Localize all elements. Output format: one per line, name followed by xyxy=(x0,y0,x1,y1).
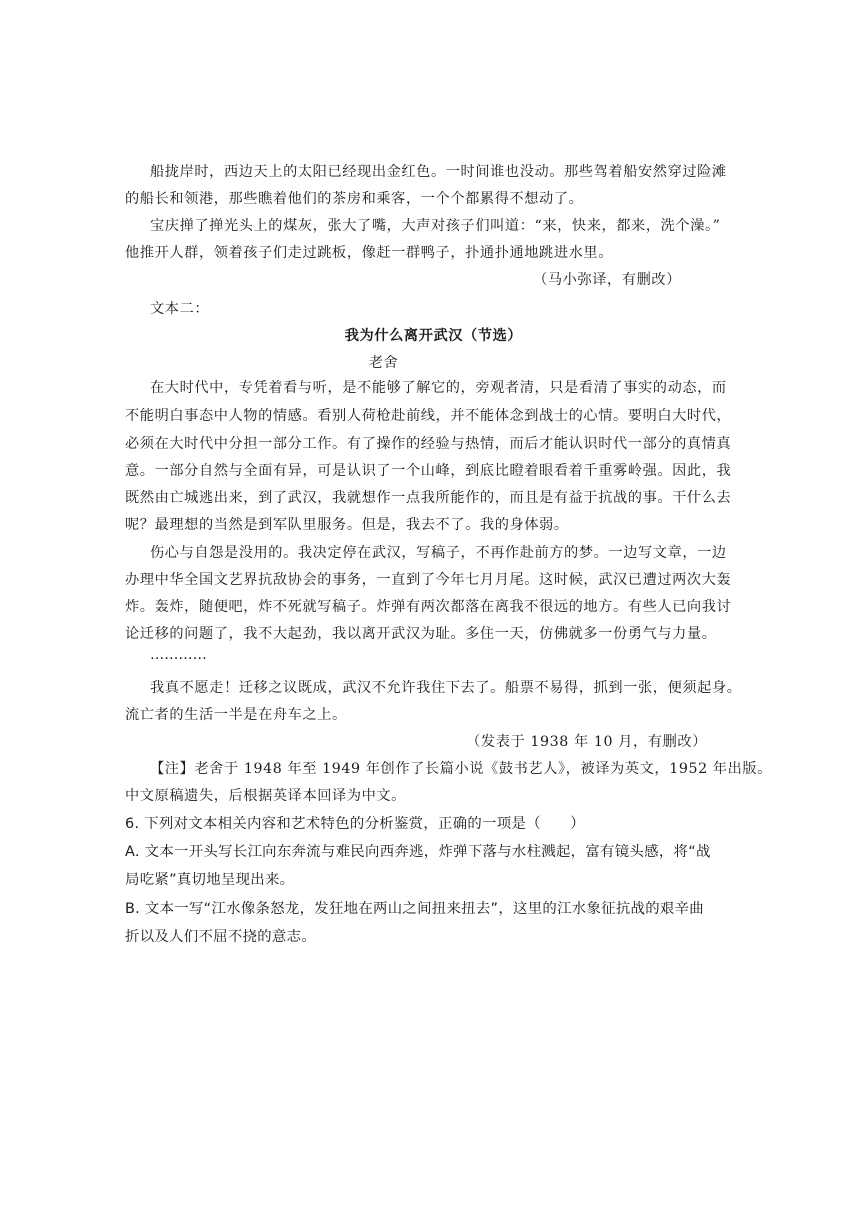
text-line: 论迁移的问题了，我不大起劲，我以离开武汉为耻。多住一天，仿佛就多一份勇气与力量。 xyxy=(125,626,717,642)
ellipsis: ………… xyxy=(150,647,207,663)
text-line: 他推开人群，领着孩子们走过跳板，像赶一群鸭子，扑通扑通地跳进水里。 xyxy=(125,245,613,261)
text-line: 办理中华全国文艺界抗敌协会的事务，一直到了今年七月月尾。这时候，武汉已遭过两次大轰 xyxy=(125,572,732,588)
option-line: A. 文本一开头写长江向东奔流与难民向西奔逃，炸弹下落与水柱溅起，富有镜头感，将“战 xyxy=(125,844,711,860)
question-stem: 6. 下列对文本相关内容和艺术特色的分析鉴赏，正确的一项是（ ） xyxy=(125,816,585,832)
text-line: 的船长和领港，那些瞧着他们的茶房和乘客，一个个都累得不想动了。 xyxy=(125,191,584,207)
text-line: 既然由亡城逃出来，到了武汉，我就想作一点我所能作的，而且是有益于抗战的事。干什么去 xyxy=(125,490,732,506)
text-line: 必须在大时代中分担一部分工作。有了操作的经验与热情，而后才能认识时代一部分的真情真 xyxy=(125,436,732,452)
text2-author: 老舍 xyxy=(368,355,399,371)
option-line: 折以及人们不屈不挠的意志。 xyxy=(125,929,316,945)
text-line: 呢？最理想的当然是到军队里服务。但是，我去不了。我的身体弱。 xyxy=(125,517,569,533)
text-line: 意。一部分自然与全面有异，可是认识了一个山峰，到底比瞪着眼看着千重雾岭强。因此，我 xyxy=(125,463,732,479)
text-line: 船拢岸时，西边天上的太阳已经现出金红色。一时间谁也没动。那些驾着船安然穿过险滩 xyxy=(150,164,727,180)
text-line: 流亡者的生活一半是在舟车之上。 xyxy=(125,707,347,723)
text2-label: 文本二： xyxy=(150,301,210,317)
text-line: 伤心与自怨是没用的。我决定停在武汉，写稿子，不再作赴前方的梦。一边写文章，一边 xyxy=(150,545,727,561)
text-line: 我真不愿走！迁移之议既成，武汉不允许我住下去了。船票不易得，抓到一张，便须起身。 xyxy=(150,680,742,696)
text1-source: （马小弥译，有删改） xyxy=(533,272,681,288)
text2-source: （发表于 1938 年 10 月，有删改） xyxy=(466,734,707,750)
text2-title: 我为什么离开武汉（节选） xyxy=(344,328,523,344)
text-line: 在大时代中，专凭着看与听，是不能够了解它的，旁观者清，只是看清了事实的动态，而 xyxy=(150,380,727,396)
text-line: 宝庆掸了掸光头上的煤灰，张大了嘴，大声对孩子们叫道：“来，快来，都来，洗个澡。” xyxy=(150,218,721,234)
note-line: 中文原稿遗失，后根据英译本回译为中文。 xyxy=(125,788,406,804)
text-line: 炸。轰炸，随便吧，炸不死就写稿子。炸弹有两次都落在离我不很远的地方。有些人已向我讨 xyxy=(125,599,732,615)
option-line: 局吃紧”真切地呈现出来。 xyxy=(125,872,295,888)
note-line: 【注】老舍于 1948 年至 1949 年创作了长篇小说《鼓书艺人》，被译为英文，1952 年出版。 xyxy=(150,761,772,777)
text-line: 不能明白事态中人物的情感。看别人荷枪赴前线，并不能体念到战士的心情。要明白大时代， xyxy=(125,408,732,424)
option-line: B. 文本一写“江水像条怒龙，发狂地在两山之间扭来扭去”，这里的江水象征抗战的艰辛曲 xyxy=(125,901,704,917)
